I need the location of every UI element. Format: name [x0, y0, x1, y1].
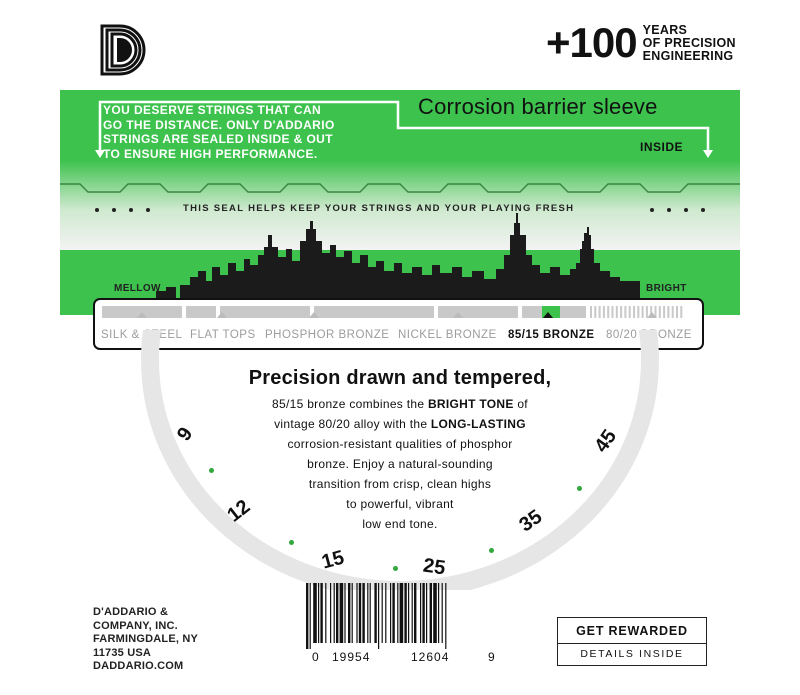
scale-tick — [612, 306, 614, 318]
barcode-bar — [408, 583, 409, 643]
body-emphasis: BRIGHT TONE — [427, 397, 514, 411]
reward-title: GET REWARDED — [576, 624, 688, 638]
barrier-title: Corrosion barrier sleeve — [418, 94, 658, 119]
scale-tick — [616, 306, 618, 318]
barcode-bar — [404, 583, 406, 643]
body-text: bronze. Enjoy a natural-sounding — [307, 457, 493, 471]
scale-segment — [220, 306, 310, 318]
gauge-dot — [209, 468, 214, 473]
reward-subtitle: DETAILS INSIDE — [580, 648, 684, 660]
scale-tick — [599, 306, 601, 318]
daddario-logo-icon — [98, 22, 158, 78]
scale-tick — [594, 306, 596, 318]
barcode-bar — [356, 583, 357, 643]
body-text: transition from crisp, clean highs — [308, 477, 492, 491]
barcode-bar — [340, 583, 344, 643]
barcode-bar — [390, 583, 391, 643]
scale-tick — [680, 306, 682, 318]
barcode-bar — [362, 583, 364, 643]
body-line — [230, 494, 570, 514]
scale-tick — [633, 306, 635, 318]
material-85-15-bronze: 85/15 BRONZE — [508, 329, 595, 341]
barcode-bar — [392, 583, 394, 643]
body-line — [230, 394, 570, 414]
scale-tick — [637, 306, 639, 318]
barcode-bar — [397, 583, 398, 643]
barcode-bar — [422, 583, 424, 643]
website: DADDARIO.COM — [93, 660, 184, 672]
material-phosphor-bronze: PHOSPHOR BRONZE — [265, 329, 390, 341]
scale-tick — [667, 306, 669, 318]
years-line-1: YEARS — [642, 22, 688, 37]
barcode-bar — [385, 583, 386, 643]
mellow-label: MELLOW — [114, 283, 161, 294]
skyline-icon — [60, 205, 740, 300]
body-text: corrosion-resistant qualities of phosphor — [287, 437, 513, 451]
body-line — [230, 454, 570, 474]
barcode-bar — [382, 583, 383, 643]
scale-tick — [624, 306, 626, 318]
body-line — [230, 414, 570, 434]
scale-tick — [676, 306, 678, 318]
barcode-bar — [445, 583, 446, 649]
years-badge — [546, 19, 736, 66]
scale-tick — [672, 306, 674, 318]
barcode-digit-first: 0 — [312, 650, 320, 664]
barcode-bar — [426, 583, 427, 643]
bright-label: BRIGHT — [646, 283, 687, 294]
body-text: low end tone. — [362, 517, 438, 531]
barcode-bar — [370, 583, 371, 643]
material-nickel-bronze: NICKEL BRONZE — [398, 329, 497, 341]
barcode-bar — [374, 583, 376, 643]
body-line — [230, 474, 570, 494]
scale-segment — [186, 306, 216, 318]
address-line: 11735 USA — [93, 646, 152, 659]
scale-tick — [620, 306, 622, 318]
gauge-9: 9 — [172, 423, 198, 446]
intro-text — [103, 103, 335, 161]
gauge-45: 45 — [590, 425, 622, 457]
intro-line: GO THE DISTANCE. ONLY D'ADDARIO — [103, 117, 335, 132]
body-text: to powerful, vibrant — [346, 497, 454, 511]
barcode-bar — [430, 583, 432, 643]
barcode-bar — [330, 583, 331, 643]
barcode-bar — [336, 583, 338, 643]
years-number: +100 — [546, 19, 637, 66]
intro-line: TO ENSURE HIGH PERFORMANCE. — [103, 146, 318, 161]
barcode-bar — [348, 583, 350, 643]
barcode-bar — [400, 583, 404, 643]
gauge-12: 12 — [223, 495, 255, 527]
inside-label: INSIDE — [640, 140, 684, 154]
address-line: FARMINGDALE, NY — [93, 633, 199, 645]
tone-scale-bar — [102, 306, 687, 318]
gauge-dot — [289, 540, 294, 545]
body-emphasis: LONG-LASTING — [430, 417, 526, 431]
barcode-bar — [313, 583, 317, 643]
material-80-20-bronze: 80/20 BRONZE — [606, 329, 692, 341]
scale-tick — [629, 306, 631, 318]
barcode-bar — [320, 583, 322, 643]
barcode-digits-right: 12604 — [411, 650, 450, 664]
gauge-dot — [577, 486, 582, 491]
barcode-bar — [318, 583, 319, 643]
intro-line: YOU DESERVE STRINGS THAT CAN — [103, 103, 322, 117]
barcode-bar — [325, 583, 326, 643]
body-line — [230, 434, 570, 454]
years-line-3: ENGINEERING — [642, 48, 734, 63]
body-copy — [230, 394, 570, 534]
barcode-bar — [378, 583, 379, 649]
gauge-35: 35 — [515, 505, 547, 537]
barcode-bar — [352, 583, 353, 643]
barcode-bar — [433, 583, 437, 643]
barcode-bar — [334, 583, 335, 643]
material-flat-tops: FLAT TOPS — [190, 329, 256, 341]
scale-tick — [607, 306, 609, 318]
chevron-pattern-icon — [60, 178, 740, 202]
barcode-digits-left: 19954 — [332, 650, 371, 664]
gauge-15: 15 — [319, 546, 347, 574]
years-text — [643, 24, 736, 63]
scale-tick — [663, 306, 665, 318]
scale-tick — [590, 306, 592, 318]
barcode-bar — [306, 583, 308, 649]
barcode-bar — [414, 583, 416, 643]
gauge-dot — [489, 548, 494, 553]
scale-tick — [646, 306, 648, 318]
address-line: COMPANY, INC. — [93, 619, 178, 632]
gauge-dot — [393, 566, 398, 571]
barcode-digit-last: 9 — [488, 650, 496, 664]
scale-tick — [659, 306, 661, 318]
address-line: D'ADDARIO & — [93, 606, 169, 618]
barcode-bar — [310, 583, 311, 649]
body-text: vintage 80/20 alloy with the — [274, 417, 431, 431]
years-line-2: OF PRECISION — [642, 35, 736, 50]
body-text: 85/15 bronze combines the — [272, 397, 428, 411]
scale-segment — [314, 306, 434, 318]
scale-tick — [642, 306, 644, 318]
scale-tick — [603, 306, 605, 318]
gauge-25: 25 — [421, 554, 447, 580]
barcode-bar — [359, 583, 361, 643]
barcode-icon — [300, 583, 500, 649]
material-silk-steel: SILK & STEEL — [101, 329, 183, 341]
intro-line: STRINGS ARE SEALED INSIDE & OUT — [103, 132, 333, 146]
barcode-bar — [412, 583, 413, 643]
scale-segment — [522, 306, 542, 318]
get-rewarded-box — [557, 617, 707, 666]
barcode-bar — [442, 583, 443, 643]
body-text: of — [513, 397, 528, 411]
seal-text: THIS SEAL HELPS KEEP YOUR STRINGS AND YOUR PLAYING FRESH — [183, 203, 575, 214]
barcode-bar — [367, 583, 368, 643]
headline: Precision drawn and tempered, — [248, 367, 552, 389]
company-address — [93, 606, 198, 674]
scale-segment — [438, 306, 518, 318]
reward-divider — [558, 643, 706, 644]
barcode-bar — [420, 583, 421, 643]
barcode-bar — [438, 583, 439, 643]
barcode-bar — [344, 583, 345, 643]
